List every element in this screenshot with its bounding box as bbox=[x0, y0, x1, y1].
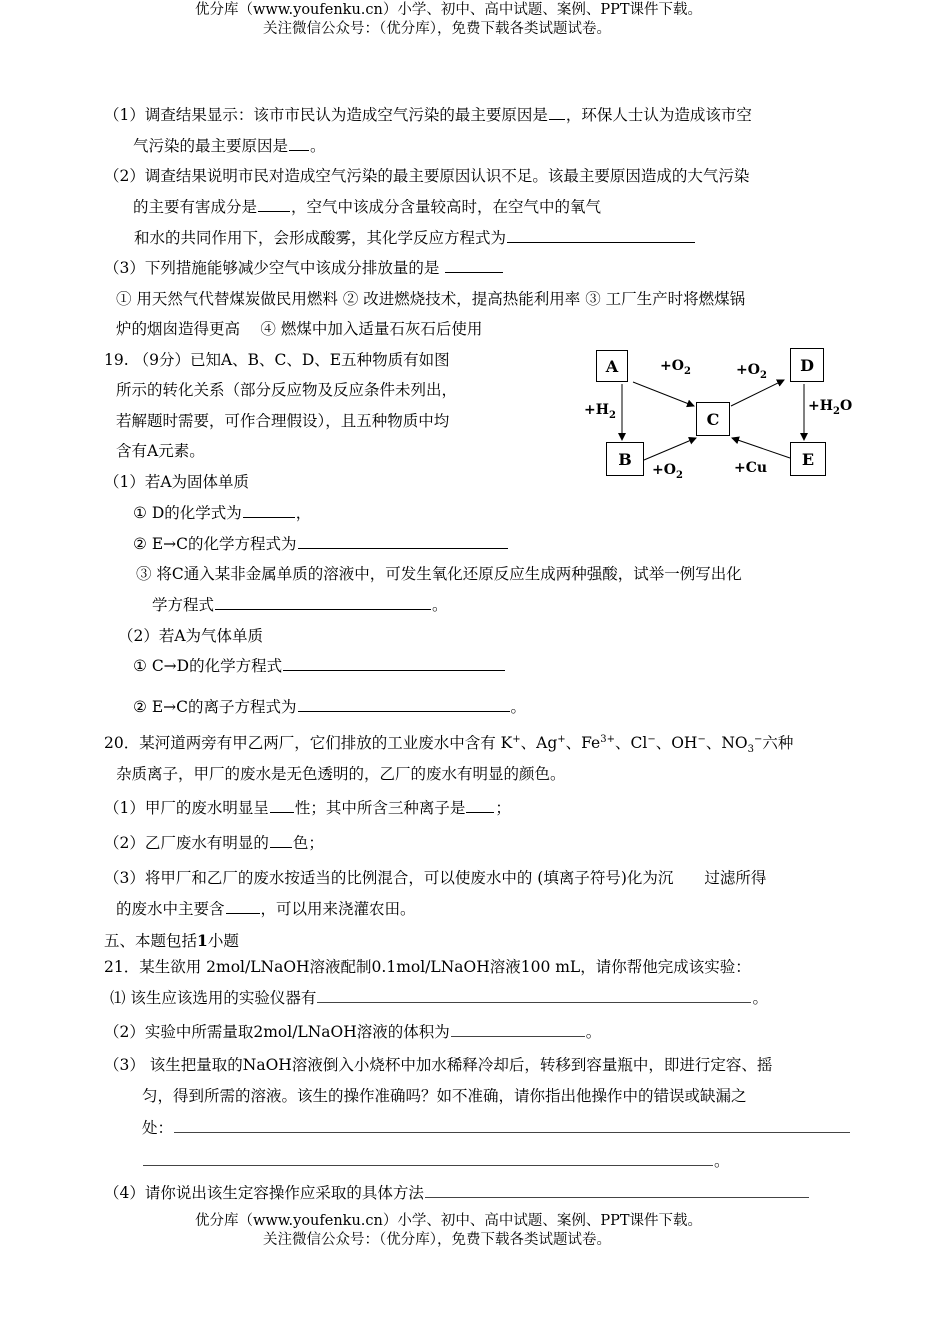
answer-blank[interactable] bbox=[451, 1022, 585, 1037]
node-d: D bbox=[790, 348, 824, 382]
q19-intro-line3: 若解题时需要，可作合理假设），且五种物质中均 bbox=[116, 412, 450, 430]
q18-part2-line3 bbox=[134, 228, 696, 248]
q19-intro-line2: 所示的转化关系（部分反应物及反应条件未列出， bbox=[116, 381, 458, 399]
node-e: E bbox=[790, 442, 826, 476]
footer-line-2: 关注微信公众号：（优分库），免费下载各类试题试卷。 bbox=[263, 1232, 611, 1248]
q19-sub1-title: （1）若A为固体单质 bbox=[104, 473, 250, 491]
answer-blank[interactable] bbox=[445, 258, 503, 273]
answer-blank[interactable] bbox=[298, 534, 508, 549]
q20-part2: （2）乙厂废水有明显的 色； bbox=[104, 834, 324, 852]
q19-sub1-b: ② E→C的化学方程式为 bbox=[133, 534, 509, 554]
q18-part3-options-line1: ① 用天然气代替煤炭做民用燃料 ② 改进燃烧技术，提高热能利用率 ③ 工厂生产时将燃煤锅 bbox=[116, 290, 746, 308]
answer-blank[interactable] bbox=[289, 136, 309, 151]
q21-part4: （4）请你说出该生定容操作应采取的具体方法 bbox=[104, 1183, 810, 1203]
q18-part3-line1 bbox=[104, 258, 504, 278]
q18-p3-text-a: （3）下列措施能够减少空气中该成分排放量的是 bbox=[104, 259, 440, 277]
answer-blank[interactable] bbox=[549, 105, 565, 120]
node-b: B bbox=[606, 442, 644, 476]
answer-blank[interactable] bbox=[283, 656, 505, 671]
q18-part2-line2 bbox=[133, 197, 601, 217]
q19-intro-line1: 19. （9分）已知A、B、C、D、E五种物质有如图 bbox=[104, 351, 450, 369]
label-a-to-b: $+H_2$ bbox=[584, 402, 616, 421]
header-line-2: 关注微信公众号：（优分库），免费下载各类试题试卷。 bbox=[263, 21, 611, 37]
answer-blank[interactable] bbox=[270, 798, 294, 813]
answer-blank[interactable] bbox=[143, 1151, 713, 1166]
label-d-to-e: $+H_2O$ bbox=[808, 398, 853, 417]
q18-part1-line1 bbox=[104, 105, 752, 125]
answer-blank[interactable] bbox=[226, 899, 260, 914]
node-c: C bbox=[696, 402, 730, 436]
answer-blank[interactable] bbox=[174, 1118, 850, 1133]
q20-intro-line2: 杂质离子，甲厂的废水是无色透明的，乙厂的废水有明显的颜色。 bbox=[116, 765, 566, 783]
q20-intro-line1: 20．某河道两旁有甲乙两厂，它们排放的工业废水中含有 K+、Ag+、$Fe^{3+}$、Cl−、OH−、$NO_3^-$六种 bbox=[104, 733, 794, 756]
answer-blank[interactable] bbox=[425, 1183, 809, 1198]
q19-sub1-c-line1: ③ 将C通入某非金属单质的溶液中，可发生氧化还原反应生成两种强酸，试举一例写出化 bbox=[136, 565, 742, 583]
q21-part1: ⑴ 该生应该选用的实验仪器有 。 bbox=[110, 989, 768, 1007]
q20-part3-line1: （3）将甲厂和乙厂的废水按适当的比例混合，可以使废水中的 (填离子符号)化为沉 过滤所得 bbox=[104, 869, 767, 887]
q20-part3-line2: 的废水中主要含 ，可以用来浇灌农田。 bbox=[116, 900, 416, 918]
q21-part3-line4: 。 bbox=[142, 1151, 730, 1171]
label-c-to-d: $+O_2$ bbox=[736, 362, 767, 381]
footer-line-1: 优分库（www.youfenku.cn）小学、初中、高中试题、案例、PPT课件下载。 bbox=[195, 1213, 703, 1229]
q18-p2-text-d: 和水的共同作用下，会形成酸雾，其化学反应方程式为 bbox=[134, 229, 507, 247]
q20-part1: （1）甲厂的废水明显呈 性；其中所含三种离子是 ； bbox=[104, 799, 511, 817]
section-5-title: 五、本题包括1小题 bbox=[104, 931, 239, 950]
header-line-1: 优分库（www.youfenku.cn）小学、初中、高中试题、案例、PPT课件下载。 bbox=[195, 2, 703, 18]
q21-part3-line3: 处： bbox=[142, 1118, 851, 1138]
q19-sub1-c-line2: 学方程式 。 bbox=[152, 596, 448, 614]
q18-part1-line2 bbox=[133, 136, 326, 156]
answer-blank[interactable] bbox=[270, 833, 292, 848]
q21-intro: 21．某生欲用 2mol/LNaOH溶液配制0.1mol/LNaOH溶液100 mL，请你帮他完成该实验： bbox=[104, 958, 751, 976]
answer-blank[interactable] bbox=[298, 697, 510, 712]
q19-sub2-title: （2）若A为气体单质 bbox=[118, 627, 264, 645]
answer-blank[interactable] bbox=[243, 503, 295, 518]
q21-part3-line2: 匀，得到所需的溶液。该生的操作准确吗？如不准确，请你指出他操作中的错误或缺漏之 bbox=[142, 1087, 747, 1105]
answer-blank[interactable] bbox=[317, 988, 751, 1003]
q18-p1-text-d: 。 bbox=[310, 137, 326, 155]
node-a: A bbox=[596, 350, 628, 382]
answer-blank[interactable] bbox=[215, 595, 431, 610]
q18-p1-text-b: ，环保人士认为造成该市空 bbox=[565, 106, 752, 124]
q18-p1-text-a: （1）调查结果显示：该市市民认为造成空气污染的最主要原因是 bbox=[104, 106, 548, 124]
q18-p2-text-c: ，空气中该成分含量较高时，在空气中的氧气 bbox=[291, 198, 602, 216]
q18-p1-text-c: 气污染的最主要原因是 bbox=[133, 137, 289, 155]
q18-part2-line1: （2）调查结果说明市民对造成空气污染的最主要原因认识不足。该最主要原因造成的大气污染 bbox=[104, 167, 750, 185]
q19-sub2-a: ① C→D的化学方程式 bbox=[133, 656, 506, 676]
conversion-diagram bbox=[584, 342, 858, 487]
q21-part3-line1: （3） 该生把量取的NaOH溶液倒入小烧杯中加水稀释冷却后，转移到容量瓶中，即进行定容、摇 bbox=[104, 1056, 773, 1074]
label-a-to-c: $+O_2$ bbox=[660, 358, 691, 377]
answer-blank[interactable] bbox=[466, 798, 494, 813]
q18-p2-text-b: 的主要有害成分是 bbox=[133, 198, 258, 216]
label-e-to-c: +Cu bbox=[734, 460, 768, 476]
q21-part2: （2）实验中所需量取2mol/LNaOH溶液的体积为 。 bbox=[104, 1023, 602, 1041]
q19-sub2-b: ② E→C的离子方程式为 。 bbox=[133, 698, 527, 716]
q19-intro-line4: 含有A元素。 bbox=[116, 442, 205, 460]
q18-part3-options-line2: 炉的烟囱造得更高 ④ 燃煤中加入适量石灰石后使用 bbox=[116, 320, 483, 338]
label-b-to-c: $+O_2$ bbox=[652, 462, 683, 481]
q19-sub1-a: ① D的化学式为 ， bbox=[133, 504, 312, 522]
answer-blank[interactable] bbox=[507, 228, 695, 243]
answer-blank[interactable] bbox=[258, 197, 290, 212]
